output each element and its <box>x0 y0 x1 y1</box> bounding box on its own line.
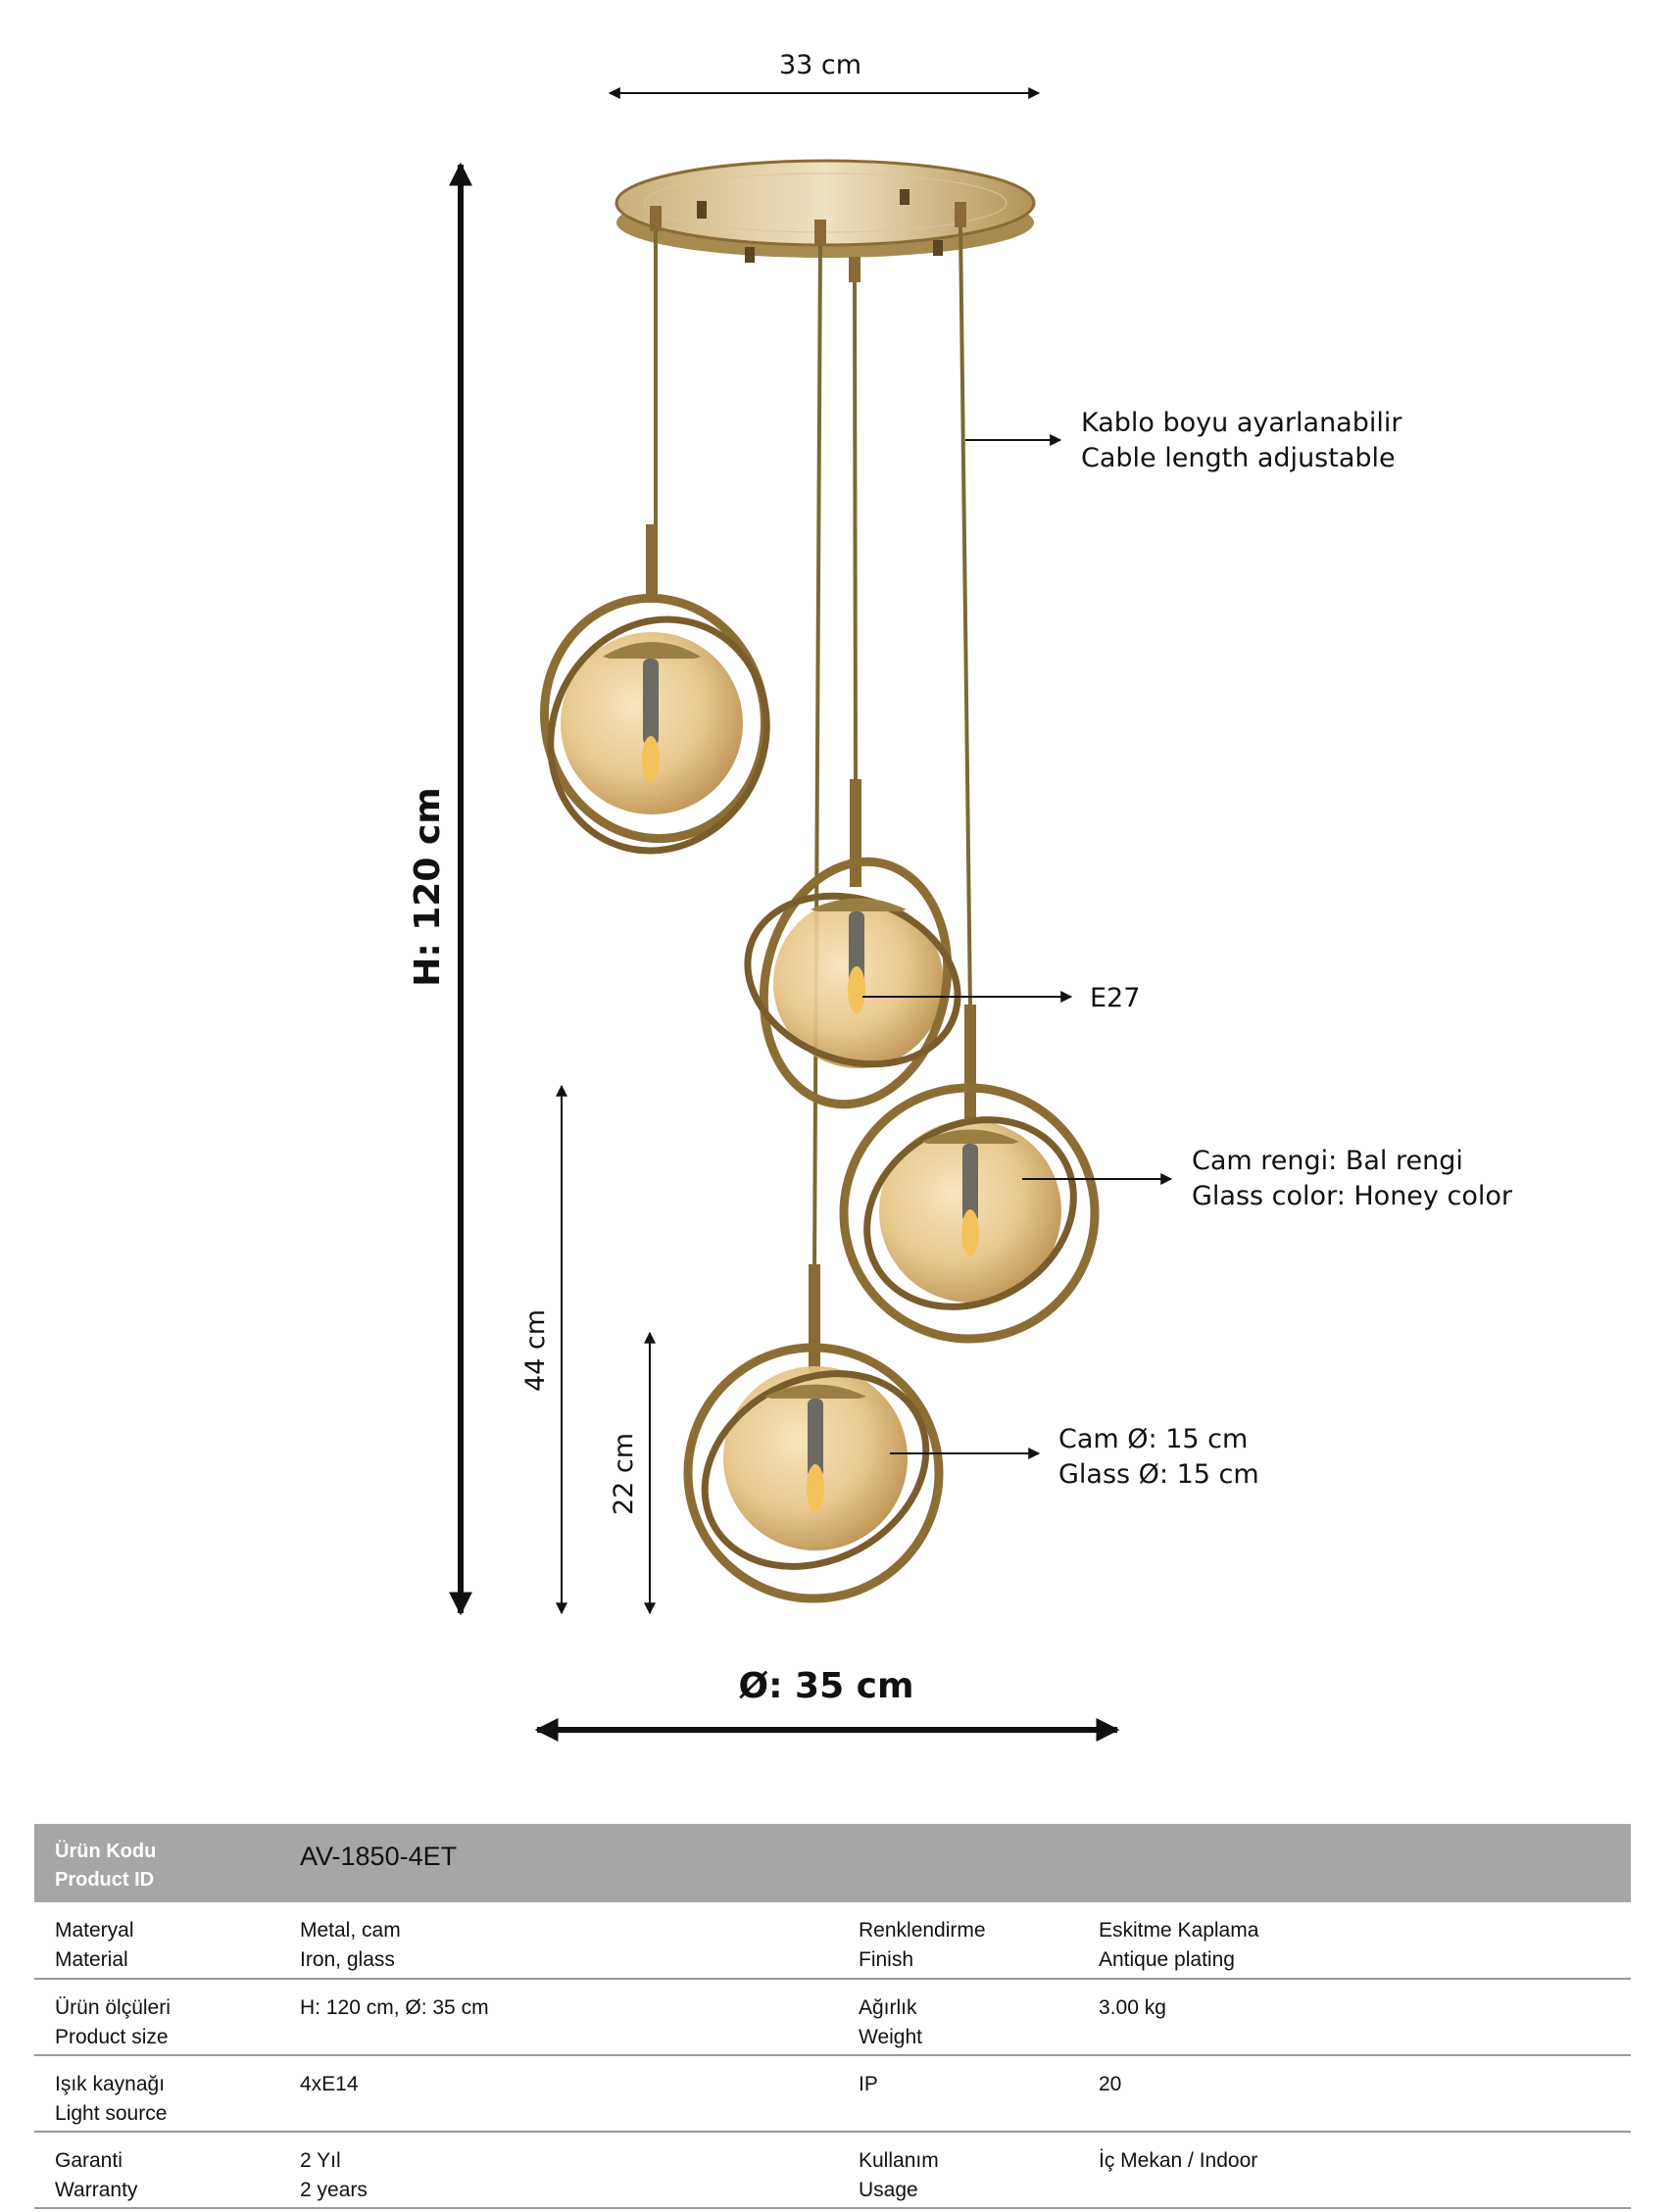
weight-value-text: 3.00 kg <box>1099 1996 1166 2019</box>
callout-cable-tr: Kablo boyu ayarlanabilir <box>1081 408 1402 438</box>
callout-glass-dia-en: Glass Ø: 15 cm <box>1058 1459 1259 1490</box>
light-source-value <box>300 2055 859 2132</box>
product-id-label <box>34 1824 300 1902</box>
callout-glass-dia-tr: Cam Ø: 15 cm <box>1058 1424 1249 1454</box>
weight-label <box>859 1979 1099 2055</box>
pendant-lamp-1 <box>513 524 804 886</box>
usage-value <box>1099 2132 1631 2208</box>
warranty-label-en: Warranty <box>55 2179 138 2201</box>
material-value-tr: Metal, cam <box>300 1919 401 1942</box>
ip-label-text: IP <box>859 2073 878 2095</box>
ip-value <box>1099 2055 1631 2132</box>
spec-table <box>34 1824 1631 2209</box>
light-source-value-text: 4xE14 <box>300 2073 359 2095</box>
callout-glass-diameter <box>890 1424 1259 1490</box>
finish-value <box>1099 1902 1631 1979</box>
size-label-tr: Ürün ölçüleri <box>55 1996 171 2019</box>
material-value <box>300 1902 859 1979</box>
finish-label <box>859 1902 1099 1979</box>
light-source-label-tr: Işık kaynağı <box>55 2073 166 2095</box>
top-width-dimension <box>610 50 1039 93</box>
ip-value-text: 20 <box>1099 2073 1122 2095</box>
weight-value <box>1099 1979 1631 2055</box>
product-id-label-tr: Ürün Kodu <box>55 1841 157 1862</box>
product-id-value: AV-1850-4ET <box>300 1842 458 1871</box>
usage-label-tr: Kullanım <box>859 2149 939 2172</box>
height-label: H: 120 cm <box>408 787 448 987</box>
diameter-label: Ø: 35 cm <box>738 1666 914 1706</box>
ip-label <box>859 2055 1099 2132</box>
diameter-dimension <box>537 1666 1117 1730</box>
usage-label <box>859 2132 1099 2208</box>
finish-label-en: Finish <box>859 1948 914 1971</box>
callout-glass-color-en: Glass color: Honey color <box>1192 1181 1512 1211</box>
pendant-lamp-4 <box>671 1264 960 1604</box>
drop-bottom-label: 22 cm <box>609 1432 639 1516</box>
usage-value-text: İç Mekan / Indoor <box>1099 2149 1258 2172</box>
warranty-value-tr: 2 Yıl <box>300 2149 341 2172</box>
material-label <box>34 1902 300 1979</box>
spec-row-material <box>34 1902 1631 1979</box>
height-dimension <box>408 165 461 1613</box>
weight-label-en: Weight <box>859 2026 922 2048</box>
pendant-lamp-2 <box>724 779 982 1121</box>
top-width-label: 33 cm <box>778 50 862 80</box>
size-label <box>34 1979 300 2055</box>
drop-lower-dimension <box>520 1086 562 1613</box>
spec-row-warranty <box>34 2132 1631 2208</box>
ceiling-canopy <box>616 161 1034 282</box>
weight-label-tr: Ağırlık <box>859 1996 917 2019</box>
finish-value-en: Antique plating <box>1099 1948 1235 1971</box>
warranty-label <box>34 2132 300 2208</box>
size-value <box>300 1979 859 2055</box>
spec-row-light-source <box>34 2055 1631 2132</box>
warranty-value <box>300 2132 859 2208</box>
callout-glass-color-tr: Cam rengi: Bal rengi <box>1192 1146 1463 1176</box>
callout-cable-en: Cable length adjustable <box>1081 443 1396 473</box>
finish-label-tr: Renklendirme <box>859 1919 986 1942</box>
drop-bottom-dimension <box>609 1333 650 1613</box>
callout-socket-label: E27 <box>1090 983 1141 1013</box>
warranty-label-tr: Garanti <box>55 2149 123 2172</box>
light-source-label-en: Light source <box>55 2102 168 2125</box>
material-label-en: Material <box>55 1948 128 1971</box>
material-value-en: Iron, glass <box>300 1948 395 1971</box>
light-source-label <box>34 2055 300 2132</box>
spec-header-row <box>34 1824 1631 1902</box>
usage-label-en: Usage <box>859 2179 918 2201</box>
callout-cable-length <box>965 408 1402 473</box>
spec-row-size <box>34 1979 1631 2055</box>
size-label-en: Product size <box>55 2026 169 2048</box>
warranty-value-en: 2 years <box>300 2179 368 2201</box>
drop-lower-label: 44 cm <box>520 1308 551 1393</box>
finish-value-tr: Eskitme Kaplama <box>1099 1919 1259 1942</box>
material-label-tr: Materyal <box>55 1919 134 1942</box>
size-value-text: H: 120 cm, Ø: 35 cm <box>300 1996 489 2019</box>
product-id-label-en: Product ID <box>55 1869 155 1891</box>
